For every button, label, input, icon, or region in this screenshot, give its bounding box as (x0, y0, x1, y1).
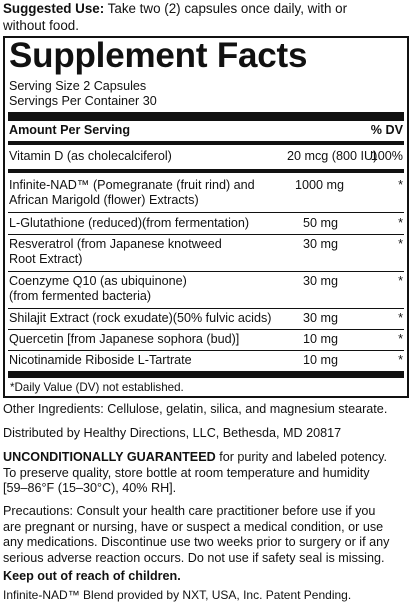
daily-value-footnote: *Daily Value (DV) not established. (10, 381, 184, 394)
servings-per-container: Servings Per Container 30 (9, 94, 157, 108)
nutrient-name-cont: (from fermented bacteria) (9, 289, 152, 303)
other-ingredients: Other Ingredients: Cellulose, gelatin, silica, and magnesium stearate. (3, 402, 388, 416)
suggested-use-text-1: Take two (2) capsules once daily, with or (104, 1, 348, 16)
amount-header: Amount Per Serving (9, 123, 131, 137)
medium-divider (8, 141, 404, 145)
nutrient-amount: 30 mg (303, 274, 339, 288)
serving-info (9, 79, 157, 109)
keep-out-of-reach: Keep out of reach of children. (3, 569, 181, 583)
precautions-line: Precautions: Consult your health care practitioner before use if you (3, 504, 376, 518)
storage-line-2: [59–86°F (15–30°C), 40% RH]. (3, 481, 177, 495)
nutrient-dv: * (398, 274, 403, 288)
guarantee-rest: for purity and labeled potency. (215, 450, 388, 464)
nutrient-name: Resveratrol (from Japanese knotweed (9, 237, 222, 251)
dv-header: % DV (370, 123, 403, 137)
nutrient-dv: * (398, 353, 403, 367)
nutrient-dv: * (398, 178, 403, 192)
nutrient-dv: * (398, 216, 403, 230)
supplement-facts-panel (3, 36, 409, 398)
nutrient-dv: * (398, 332, 403, 346)
thin-divider (8, 234, 404, 235)
thick-divider (8, 371, 404, 378)
blend-note: Infinite-NAD™ Blend provided by NXT, USA, Inc. Patent Pending. (3, 588, 352, 602)
suggested-use-label: Suggested Use: (3, 1, 105, 16)
nutrient-amount: 1000 mg (295, 178, 345, 192)
precautions-line: any medications. Discontinue use two weeks prior to surgery or if any (3, 535, 390, 549)
guarantee (3, 450, 413, 497)
nutrient-name-cont: Root Extract) (9, 252, 83, 266)
thin-divider (8, 350, 404, 351)
nutrient-amount: 50 mg (303, 216, 339, 230)
suggested-use (3, 0, 413, 34)
nutrient-name: Vitamin D (as cholecalciferol) (9, 149, 172, 163)
nutrient-name: Shilajit Extract (rock exudate)(50% fulvic acids) (9, 311, 272, 325)
nutrient-name: Infinite-NAD™ (Pomegranate (fruit rind) and (9, 178, 255, 192)
nutrient-name: L-Glutathione (reduced)(from fermentation) (9, 216, 250, 230)
nutrient-name: Nicotinamide Riboside L-Tartrate (9, 353, 192, 367)
precautions (3, 504, 413, 566)
nutrient-dv: * (398, 237, 403, 251)
nutrient-amount: 30 mg (303, 311, 339, 325)
nutrient-amount: 20 mcg (800 IU) (287, 149, 378, 163)
nutrient-amount: 30 mg (303, 237, 339, 251)
suggested-use-text-2: without food. (3, 18, 79, 33)
nutrient-name-cont: African Marigold (flower) Extracts) (9, 193, 199, 207)
panel-title: Supplement Facts (9, 36, 308, 75)
serving-size: Serving Size 2 Capsules (9, 79, 147, 93)
thick-divider (8, 112, 404, 121)
thin-divider (8, 329, 404, 330)
thin-divider (8, 308, 404, 309)
medium-divider (8, 169, 404, 173)
precautions-line: are pregnant or nursing, have or suspect a medical condition, or use (3, 519, 384, 534)
nutrient-dv: 100% (370, 149, 403, 163)
distributed-by: Distributed by Healthy Directions, LLC, Bethesda, MD 20817 (3, 426, 342, 440)
thin-divider (8, 271, 404, 272)
nutrient-name: Coenzyme Q10 (as ubiquinone) (9, 274, 187, 288)
nutrient-dv: * (398, 311, 403, 325)
thin-divider (8, 212, 404, 213)
storage-line-1: To preserve quality, store bottle at room temperature and humidity (3, 465, 370, 480)
nutrient-amount: 10 mg (303, 353, 339, 367)
precautions-line: serious adverse reaction occurs. Do not use if safety seal is missing. (3, 550, 385, 565)
nutrient-name: Quercetin [from Japanese sophora (bud)] (9, 332, 240, 346)
guarantee-bold: UNCONDITIONALLY GUARANTEED (3, 450, 216, 464)
amount-header-row (9, 123, 403, 138)
nutrient-amount: 10 mg (303, 332, 339, 346)
